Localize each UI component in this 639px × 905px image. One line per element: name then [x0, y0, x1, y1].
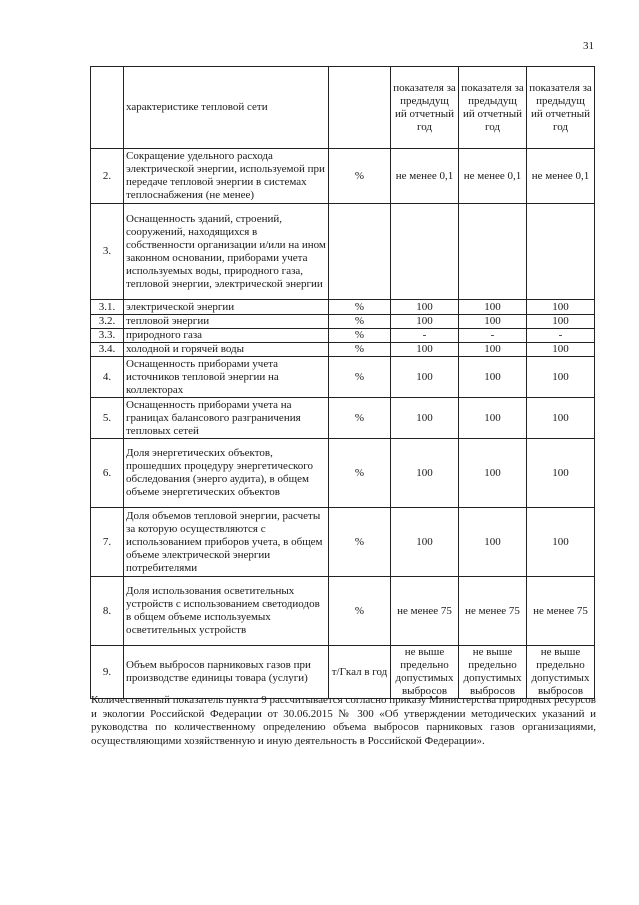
value-cell: 100 [391, 398, 459, 439]
table-row [91, 646, 595, 699]
value-cell: не выше предельно допустимых выбросов [391, 646, 459, 699]
value-cell: 100 [459, 300, 527, 315]
indicator-name-cell: Оснащенность зданий, строений, сооружений, находящихся в собственности организации и/или на ином законном основании, приборами учета используемых воды, природного газа, тепловой энергии, электрической энергии [124, 204, 329, 300]
table-row [91, 315, 595, 329]
value-cell: - [527, 329, 595, 343]
indicator-name-cell: Доля использования осветительных устройств с использованием светодиодов в общем объеме используемых осветительных устройств [124, 577, 329, 646]
value-cell: 100 [527, 343, 595, 357]
row-number-cell: 5. [91, 398, 124, 439]
value-cell: не менее 0,1 [527, 149, 595, 204]
unit-cell [329, 204, 391, 300]
row-number-cell: 9. [91, 646, 124, 699]
unit-cell: % [329, 398, 391, 439]
row-number-cell: 7. [91, 508, 124, 577]
row-number-cell: 3.1. [91, 300, 124, 315]
value-cell: не выше предельно допустимых выбросов [527, 646, 595, 699]
value-cell: 100 [391, 357, 459, 398]
row-number-cell: 8. [91, 577, 124, 646]
value-cell: не выше предельно допустимых выбросов [459, 646, 527, 699]
value-cell: не менее 0,1 [391, 149, 459, 204]
table-row [91, 439, 595, 508]
indicator-name-cell: Оснащенность приборами учета источников тепловой энергии на коллекторах [124, 357, 329, 398]
table-row [91, 398, 595, 439]
row-number-cell: 2. [91, 149, 124, 204]
value-cell: 100 [459, 398, 527, 439]
indicator-name-cell: природного газа [124, 329, 329, 343]
table-row-header-continuation [91, 67, 595, 149]
indicator-name-cell: тепловой энергии [124, 315, 329, 329]
value-cell: 100 [459, 439, 527, 508]
value-cell [391, 204, 459, 300]
unit-cell: % [329, 300, 391, 315]
value-cell: не менее 75 [459, 577, 527, 646]
value-cell: - [459, 329, 527, 343]
table-row [91, 329, 595, 343]
value-cell: - [391, 329, 459, 343]
unit-cell: % [329, 329, 391, 343]
value-cell: не менее 75 [527, 577, 595, 646]
table-row [91, 149, 595, 204]
row-number-cell: 3.4. [91, 343, 124, 357]
value-cell: показателя за предыдущ ий отчетный год [391, 67, 459, 149]
row-number-cell: 3.2. [91, 315, 124, 329]
row-number-cell: 3.3. [91, 329, 124, 343]
unit-cell: % [329, 149, 391, 204]
value-cell: 100 [459, 315, 527, 329]
unit-cell: % [329, 343, 391, 357]
unit-cell: % [329, 577, 391, 646]
indicator-name-cell: Объем выбросов парниковых газов при производстве единицы товара (услуги) [124, 646, 329, 699]
value-cell [459, 204, 527, 300]
indicator-name-cell: Оснащенность приборами учета на границах балансового разграничения тепловых сетей [124, 398, 329, 439]
indicator-name-cell: Сокращение удельного расхода электрической энергии, используемой при передаче тепловой энергии в системах теплоснабжения (не менее) [124, 149, 329, 204]
value-cell: 100 [459, 357, 527, 398]
table-row [91, 300, 595, 315]
value-cell: показателя за предыдущ ий отчетный год [527, 67, 595, 149]
value-cell: 100 [391, 508, 459, 577]
value-cell: 100 [459, 343, 527, 357]
row-number-cell: 3. [91, 204, 124, 300]
value-cell: 100 [527, 300, 595, 315]
table-row [91, 508, 595, 577]
indicator-name-cell: Доля объемов тепловой энергии, расчеты за которую осуществляются с использованием приборов учета, в общем объеме электрической энергии потребителями [124, 508, 329, 577]
indicator-name-cell: Доля энергетических объектов, прошедших процедуру энергетического обследования (энерго аудита), в общем объеме энергетических объектов [124, 439, 329, 508]
row-number-cell [91, 67, 124, 149]
footnote: Количественный показатель пункта 9 рассчитывается согласно приказу Министерства природных ресурсов и экологии Российской Федерации от 30.06.2015 № 300 «Об утверждении методических указаний и руководства по количественному определению объема выбросов парниковых газов организациями, осуществляющими хозяйственную и иную деятельность в Российской Федерации». [91, 694, 596, 747]
unit-cell: % [329, 439, 391, 508]
value-cell [527, 204, 595, 300]
unit-cell: % [329, 315, 391, 329]
indicators-table [90, 66, 595, 699]
value-cell: 100 [391, 315, 459, 329]
page-number: 31 [583, 40, 594, 52]
value-cell: 100 [391, 343, 459, 357]
table-row [91, 204, 595, 300]
value-cell: 100 [459, 508, 527, 577]
unit-cell [329, 67, 391, 149]
value-cell: не менее 0,1 [459, 149, 527, 204]
unit-cell: т/Гкал в год [329, 646, 391, 699]
indicator-name-cell: электрической энергии [124, 300, 329, 315]
value-cell: 100 [527, 357, 595, 398]
value-cell: 100 [527, 508, 595, 577]
row-number-cell: 6. [91, 439, 124, 508]
unit-cell: % [329, 357, 391, 398]
table-row [91, 577, 595, 646]
table-row [91, 357, 595, 398]
value-cell: 100 [391, 300, 459, 315]
row-number-cell: 4. [91, 357, 124, 398]
value-cell: показателя за предыдущ ий отчетный год [459, 67, 527, 149]
unit-cell: % [329, 508, 391, 577]
value-cell: 100 [527, 315, 595, 329]
indicator-name-cell: характеристике тепловой сети [124, 67, 329, 149]
value-cell: 100 [527, 439, 595, 508]
value-cell: 100 [527, 398, 595, 439]
value-cell: не менее 75 [391, 577, 459, 646]
value-cell: 100 [391, 439, 459, 508]
indicator-name-cell: холодной и горячей воды [124, 343, 329, 357]
table-row [91, 343, 595, 357]
